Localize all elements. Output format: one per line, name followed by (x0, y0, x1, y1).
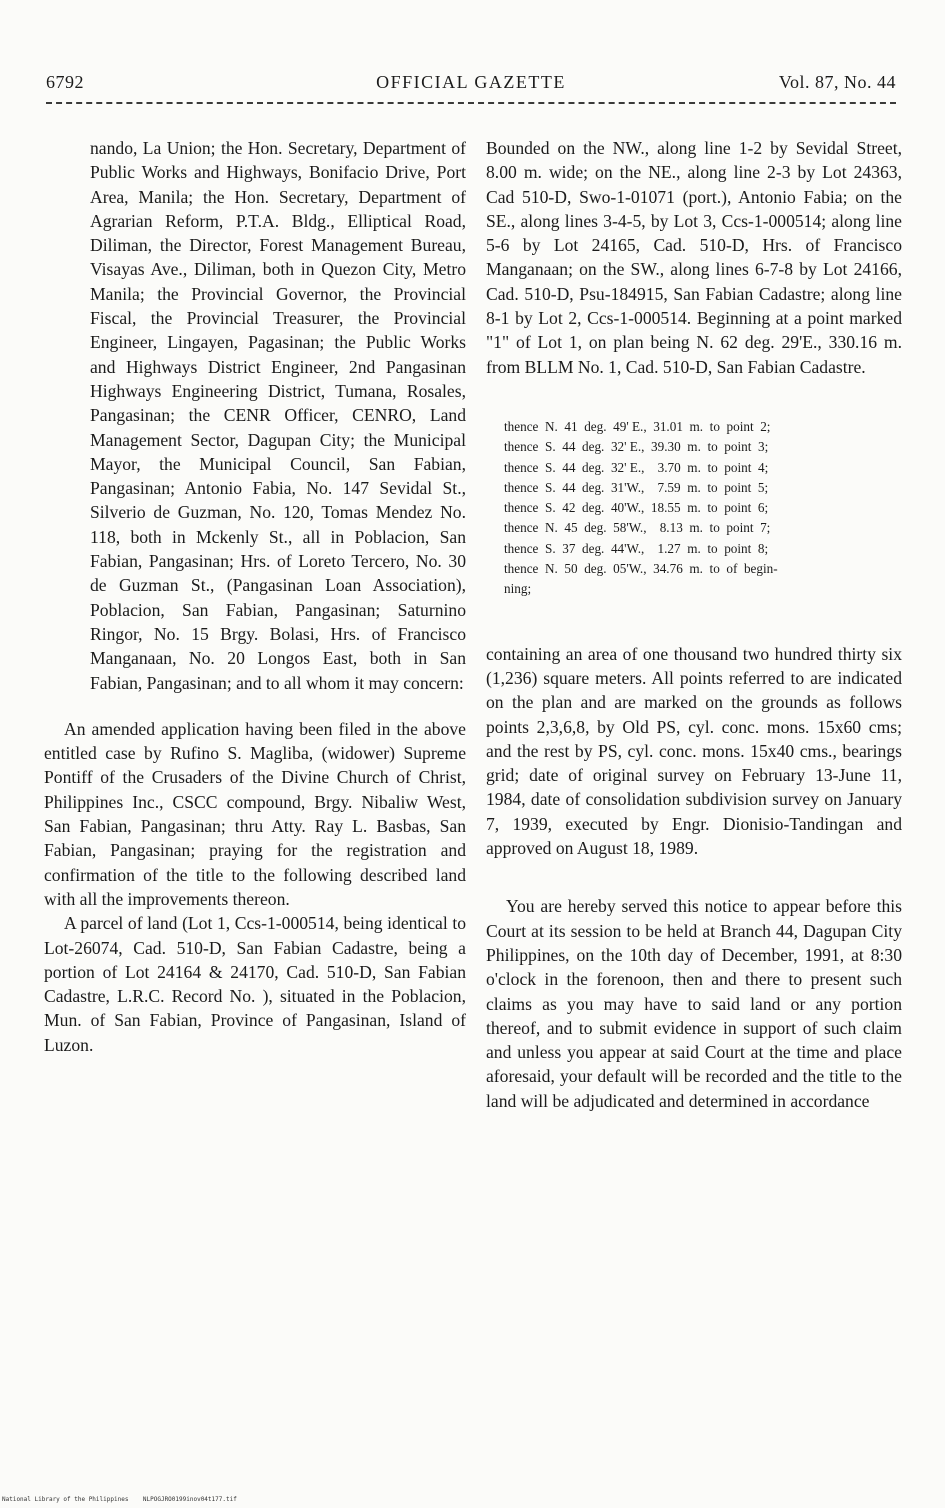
page-header (46, 72, 896, 100)
course-line: thence N. 41 deg. 49' E., 31.01 m. to point 2; (504, 418, 771, 434)
left-column (44, 136, 466, 1057)
course-line: thence S. 44 deg. 32' E., 3.70 m. to point 4; (504, 459, 769, 475)
page-number: 6792 (46, 72, 84, 92)
library-credit: National Library of the Philippines (2, 1496, 129, 1503)
course-line: thence S. 44 deg. 31'W., 7.59 m. to point 5; (504, 479, 769, 495)
course-line: thence N. 50 deg. 05'W., 34.76 m. to of begin- (504, 561, 778, 577)
parcel-paragraph: A parcel of land (Lot 1, Ccs-1-000514, being identical to Lot-26074, Cad. 510-D, San Fabian Cadastre, being a portion of Lot 24164 & 24170, Cad. 510-D, San Fabian Cadastre, L.R.C. Record No. ), situated in the Poblacion, Mun. of San Fabian, Province of Pangasinan, Island of Luzon. (44, 913, 466, 1055)
notice-paragraph: You are hereby served this notice to appear before this Court at its session to be held at Branch 44, Dagupan City Philippines, on the 10th day of December, 1991, at 8:30 o'clock in the forenoon, then and there to present such claims as you may have to said land or any portion thereof, and to submit evidence in support of such claim and unless you appear at said Court at the time and place aforesaid, your default will be recorded and the title to the land will be adjudicated and determined in accordance (486, 896, 902, 1111)
header-rule (46, 102, 896, 104)
scan-filename: NLPOGJRO0199inov04t177.tif (142, 1496, 237, 1503)
course-line: thence S. 44 deg. 32' E., 39.30 m. to point 3; (504, 439, 769, 455)
area-paragraph: containing an area of one thousand two hundred thirty six (1,236) square meters. All points referred to are indicated on the plan and are marked on the grounds as follows points 2,3,6,8, by Old PS, cyl. conc. mons. 15x60 cms; and the rest by PS, cyl. conc. mons. 15x40 cms., bearings grid; date of original survey on February 13-June 11, 1984, date of consolidation subdivision survey on January 7, 1939, executed by Engr. Dionisio-Tandingan and approved on August 18, 1989. (486, 643, 902, 859)
addressees-paragraph: nando, La Union; the Hon. Secretary, Department of Public Works and Highways, Bonifacio Drive, Port Area, Manila; the Hon. Secretary, Department of Agrarian Reform, P.T.A. Bldg., Elliptical Road, Diliman, the Director, Forest Management Bureau, Visayas Ave., Diliman, both in Quezon City, Metro Manila; the Provincial Governor, the Provincial Fiscal, the Provincial Treasurer, the Provincial Engineer, Lingayen, Pagasinan; the Public Works and Highways District Engineer, 2nd Pangasinan Highways Engineering District, Tumana, Rosales, Pangasinan; the CENR Officer, CENRO, Land Management Sector, Dagupan City; the Municipal Mayor, the Municipal Council, San Fabian, Pangasinan; Antonio Fabia, No. 147 Sevidal St., Silverio de Guzman, No. 120, Tomas Mendez No. 118, both in Mckenly St., all in Poblacion, San Fabian, Pangasinan; Hrs. of Loreto Tercero, No. 30 de Guzman St., (Pangasinan Loan Association), Poblacion, San Fabian, Pangasinan; Saturnino Ringor, No. 15 Brgy. Bolasi, Hrs. of Francisco Manganaan, No. 20 Longos East, both in San Fabian, Pangasinan; and to all whom it may concern: (90, 138, 466, 693)
right-column (486, 136, 902, 1113)
survey-courses (504, 417, 902, 600)
bounds-paragraph: Bounded on the NW., along line 1-2 by Sevidal Street, 8.00 m. wide; on the NE., along line 2-3 by Lot 24363, Cad 510-D, Swo-1-01071 (port.), Antonio Fabia; on the SE., along lines 3-4-5, by Lot 3, Ccs-1-000514; along line 5-6 by Lot 24165, Cad. 510-D, Hrs. of Francisco Manganaan; on the SW., along lines 6-7-8 by Lot 24166, Cad. 510-D, Psu-184915, San Fabian Cadastre; along line 8-1 by Lot 2, Ccs-1-000514. Beginning at a point marked "1" of Lot 1, on plan being N. 62 deg. 29'E., 330.16 m. from BLLM No. 1, Cad. 510-D, San Fabian Cadastre. (486, 138, 902, 377)
application-paragraph: An amended application having been filed in the above entitled case by Rufino S. Magliba, (widower) Supreme Pontiff of the Crusaders of the Divine Church of Christ, Philippines Inc., CSCC compound, Brgy. Nibaliw West, San Fabian, Pangasinan; thru Atty. Ray L. Basbas, San Fabian, Pangasinan; praying for the registration and confirmation of the title to the following described land with all the improvements thereon. (44, 718, 466, 909)
publication-title: OFFICIAL GAZETTE (376, 72, 566, 92)
course-line-end: ning; (504, 581, 532, 597)
volume-number: Vol. 87, No. 44 (778, 72, 896, 92)
course-line: thence S. 37 deg. 44'W., 1.27 m. to point 8; (504, 540, 769, 556)
course-line: thence S. 42 deg. 40'W., 18.55 m. to point 6; (504, 500, 769, 516)
scan-footer (2, 1496, 237, 1503)
course-line: thence N. 45 deg. 58'W., 8.13 m. to point 7; (504, 520, 771, 536)
